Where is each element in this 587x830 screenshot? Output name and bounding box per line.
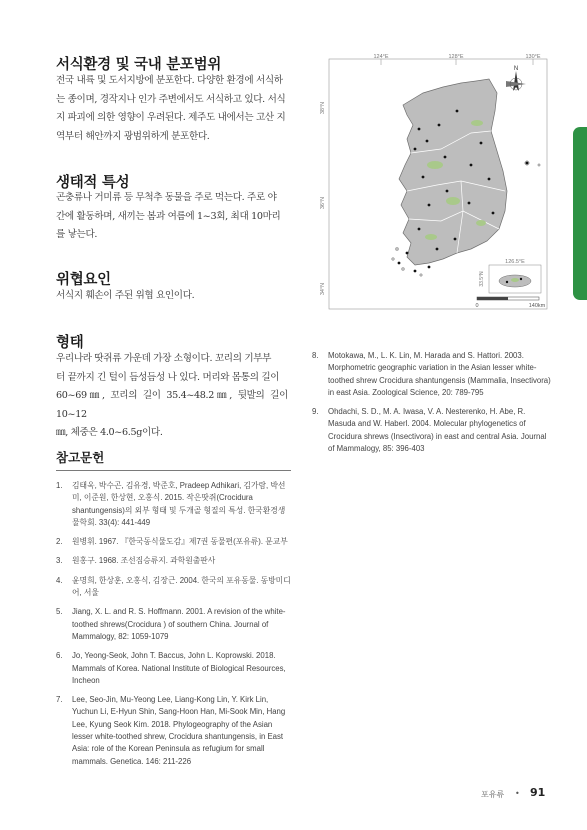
reference-number: 7. xyxy=(56,695,63,705)
occurrence-point xyxy=(418,228,421,231)
footer-section-label: 포유류 xyxy=(481,790,505,799)
habitat-patch xyxy=(446,197,460,205)
reference-number: 3. xyxy=(56,556,63,566)
occurrence-point xyxy=(422,176,425,179)
island xyxy=(420,274,423,277)
habitat-paragraph xyxy=(56,72,288,146)
text-line: 서식지 훼손이 주된 위협 요인이다. xyxy=(56,290,195,301)
island xyxy=(392,258,395,261)
distribution-map-svg xyxy=(311,53,551,315)
lat-label: 34°N xyxy=(320,282,326,296)
text-line: 는 종이며, 경작지나 인가 주변에서도 서식하고 있다. 서식 xyxy=(56,93,286,105)
reference-item xyxy=(312,406,552,455)
text-line: 역부터 해안까지 광범위하게 분포한다. xyxy=(56,130,210,142)
occurrence-point xyxy=(456,110,459,113)
reference-item xyxy=(56,480,292,529)
occurrence-point xyxy=(468,202,471,205)
threats-paragraph xyxy=(56,287,288,306)
distribution-map xyxy=(311,53,551,315)
reference-number: 4. xyxy=(56,575,63,585)
reference-text: 김태욱, 박수곤, 김유경, 박준호, Pradeep Adhikari, 김가람, 박선미, 이준원, 한상현, 오홍식. 2015. 작은땃쥐(Crocidura shantungensis)의 외부 형태 및 두개골 형질의 특성. 한국환경생물학회. 33(4): 441-449 xyxy=(72,481,286,527)
references-divider xyxy=(56,470,291,471)
reference-text: 원홍구. 1968. 조선짐승류지. 과학원출판사 xyxy=(72,556,216,566)
heading-habitat: 서식환경 및 국내 분포범위 xyxy=(56,57,222,73)
occurrence-point xyxy=(446,190,449,193)
reference-number: 1. xyxy=(56,481,63,490)
footer-separator: • xyxy=(515,789,520,798)
occurrence-point xyxy=(414,148,417,151)
island xyxy=(538,164,540,166)
occurrence-point xyxy=(436,248,439,251)
occurrence-point xyxy=(488,178,491,181)
occurrence-point xyxy=(414,270,417,273)
reference-list-left xyxy=(56,480,292,775)
reference-number: 5. xyxy=(56,607,63,617)
page-number: 91 xyxy=(530,786,546,799)
scale-end-label: 140km xyxy=(528,303,546,309)
occurrence-point xyxy=(492,212,495,215)
occurrence-point xyxy=(454,238,457,241)
reference-item xyxy=(56,536,292,548)
reference-list-right xyxy=(312,350,552,462)
text-line: 간에 활동하며, 새끼는 봄과 여름에 1~3회, 최대 10마리 xyxy=(56,210,281,222)
lat-label: 36°N xyxy=(320,196,326,210)
scale-bar-segment xyxy=(477,297,508,300)
lon-label: 124°E xyxy=(373,54,389,60)
occurrence-point xyxy=(426,140,429,143)
occurrence-point xyxy=(526,162,529,165)
occurrence-point xyxy=(438,124,441,127)
occurrence-point xyxy=(406,252,409,255)
occurrence-point xyxy=(418,128,421,131)
inset-lon-label: 126.5°E xyxy=(505,259,525,265)
reference-item xyxy=(56,650,292,687)
reference-number: 9. xyxy=(312,407,319,417)
reference-text: 윤명희, 한상훈, 오홍식, 김장근. 2004. 한국의 포유동물. 동방미디어, 서울 xyxy=(72,575,291,598)
reference-item xyxy=(56,575,292,600)
reference-text: Motokawa, M., L. K. Lin, M. Harada and S. Hattori. 2003. Morphometric geographic variation in the Asian lesser white-toothed shrew Crocidura shantungensis (Mammalia, Insectivora) in east Asia. Zoological Science, 20: 789-795 xyxy=(328,351,551,397)
text-line: 60~69㎜, 꼬리의 길이 35.4~48.2㎜, 뒷발의 길이 10~12 xyxy=(56,390,288,420)
reference-number: 2. xyxy=(56,537,63,547)
occurrence-point xyxy=(506,281,508,283)
habitat-patch xyxy=(427,161,443,169)
habitat-patch xyxy=(476,220,486,226)
text-line: 지 파괴에 의한 영향이 우려된다. 제주도 내에서는 고산 지 xyxy=(56,112,286,123)
text-line: 터 끝까지 긴 털이 듬성듬성 나 있다. 머리와 몸통의 길이 xyxy=(56,371,280,383)
occurrence-point xyxy=(428,266,431,269)
reference-item xyxy=(312,350,552,399)
reference-item xyxy=(56,606,292,643)
habitat-patch xyxy=(511,278,519,282)
island xyxy=(402,268,405,271)
reference-text: Jo, Yeong-Seok, John T. Baccus, John L. Koprowski. 2018. Mammals of Korea. National Institute of Biological Resources, Incheon xyxy=(72,651,286,685)
occurrence-point xyxy=(428,204,431,207)
ecology-paragraph xyxy=(56,189,288,245)
occurrence-point xyxy=(398,262,401,265)
text-line: 전국 내륙 및 도서지방에 분포한다. 다양한 환경에 서식하 xyxy=(56,75,283,86)
text-line: ㎜, 체중은 4.0~6.5g이다. xyxy=(56,427,163,438)
peninsula-land xyxy=(399,79,507,265)
scale-start-label: 0 xyxy=(475,303,479,309)
heading-threats: 위협요인 xyxy=(56,272,111,288)
occurrence-point xyxy=(444,156,447,159)
lat-label: 38°N xyxy=(320,101,326,115)
reference-text: Lee, Seo-Jin, Mu-Yeong Lee, Liang-Kong Lin, Y. Kirk Lin, Yuchun Li, E-Hyun Shin, Sang-Hoon Han, Mi-Sook Min, Hang Lee, Kyung Seok Kim. 2018. Phylogeography of the Asian lesser white-toothed shrew, Crocidura shantungensis, in East Asia: role of the Korean Peninsula as refugium for small mammals. Genetica. 146: 211-226 xyxy=(72,695,286,766)
text-line: 우리나라 땃쥐류 가운데 가장 소형이다. 꼬리의 기부부 xyxy=(56,353,272,364)
occurrence-point xyxy=(480,142,483,145)
reference-item xyxy=(56,555,292,567)
section-side-tab xyxy=(573,127,587,300)
reference-number: 8. xyxy=(312,351,319,360)
habitat-patch xyxy=(425,234,437,240)
references-title: 참고문헌 xyxy=(56,450,105,465)
reference-text: 원병휘. 1967. 『한국동식물도감』제7권 동물편(포유류). 문교부 xyxy=(72,537,288,547)
lon-label: 128°E xyxy=(448,54,464,60)
habitat-patch xyxy=(471,120,483,126)
heading-ecology: 생태적 특성 xyxy=(56,175,130,191)
north-label: N xyxy=(513,66,519,72)
reference-text: Jiang, X. L. and R. S. Hoffmann. 2001. A revision of the white-toothed shrews(Crocidura ) of southern China. Journal of Mammalogy, 82: 1059-1079 xyxy=(72,607,286,641)
morphology-paragraph xyxy=(56,350,288,443)
occurrence-point xyxy=(520,278,522,280)
inset-lat-label: 33.5°N xyxy=(479,271,485,287)
reference-text: Ohdachi, S. D., M. A. Iwasa, V. A. Nesterenko, H. Abe, R. Masuda and W. Haberl. 2004. Molecular phylogenetics of Crocidura shrews (Insectivora) in east and central Asia. Journal of Mammalogy, 85: 396-403 xyxy=(328,407,547,454)
heading-morphology: 형태 xyxy=(56,335,84,351)
text-line: 를 낳는다. xyxy=(56,229,98,240)
reference-item xyxy=(56,694,292,768)
occurrence-point xyxy=(470,164,473,167)
island xyxy=(395,247,398,250)
reference-number: 6. xyxy=(56,651,63,661)
text-line: 곤충류나 거미류 등 무척추 동물을 주로 먹는다. 주로 야 xyxy=(56,192,277,203)
lon-label: 130°E xyxy=(525,54,541,60)
